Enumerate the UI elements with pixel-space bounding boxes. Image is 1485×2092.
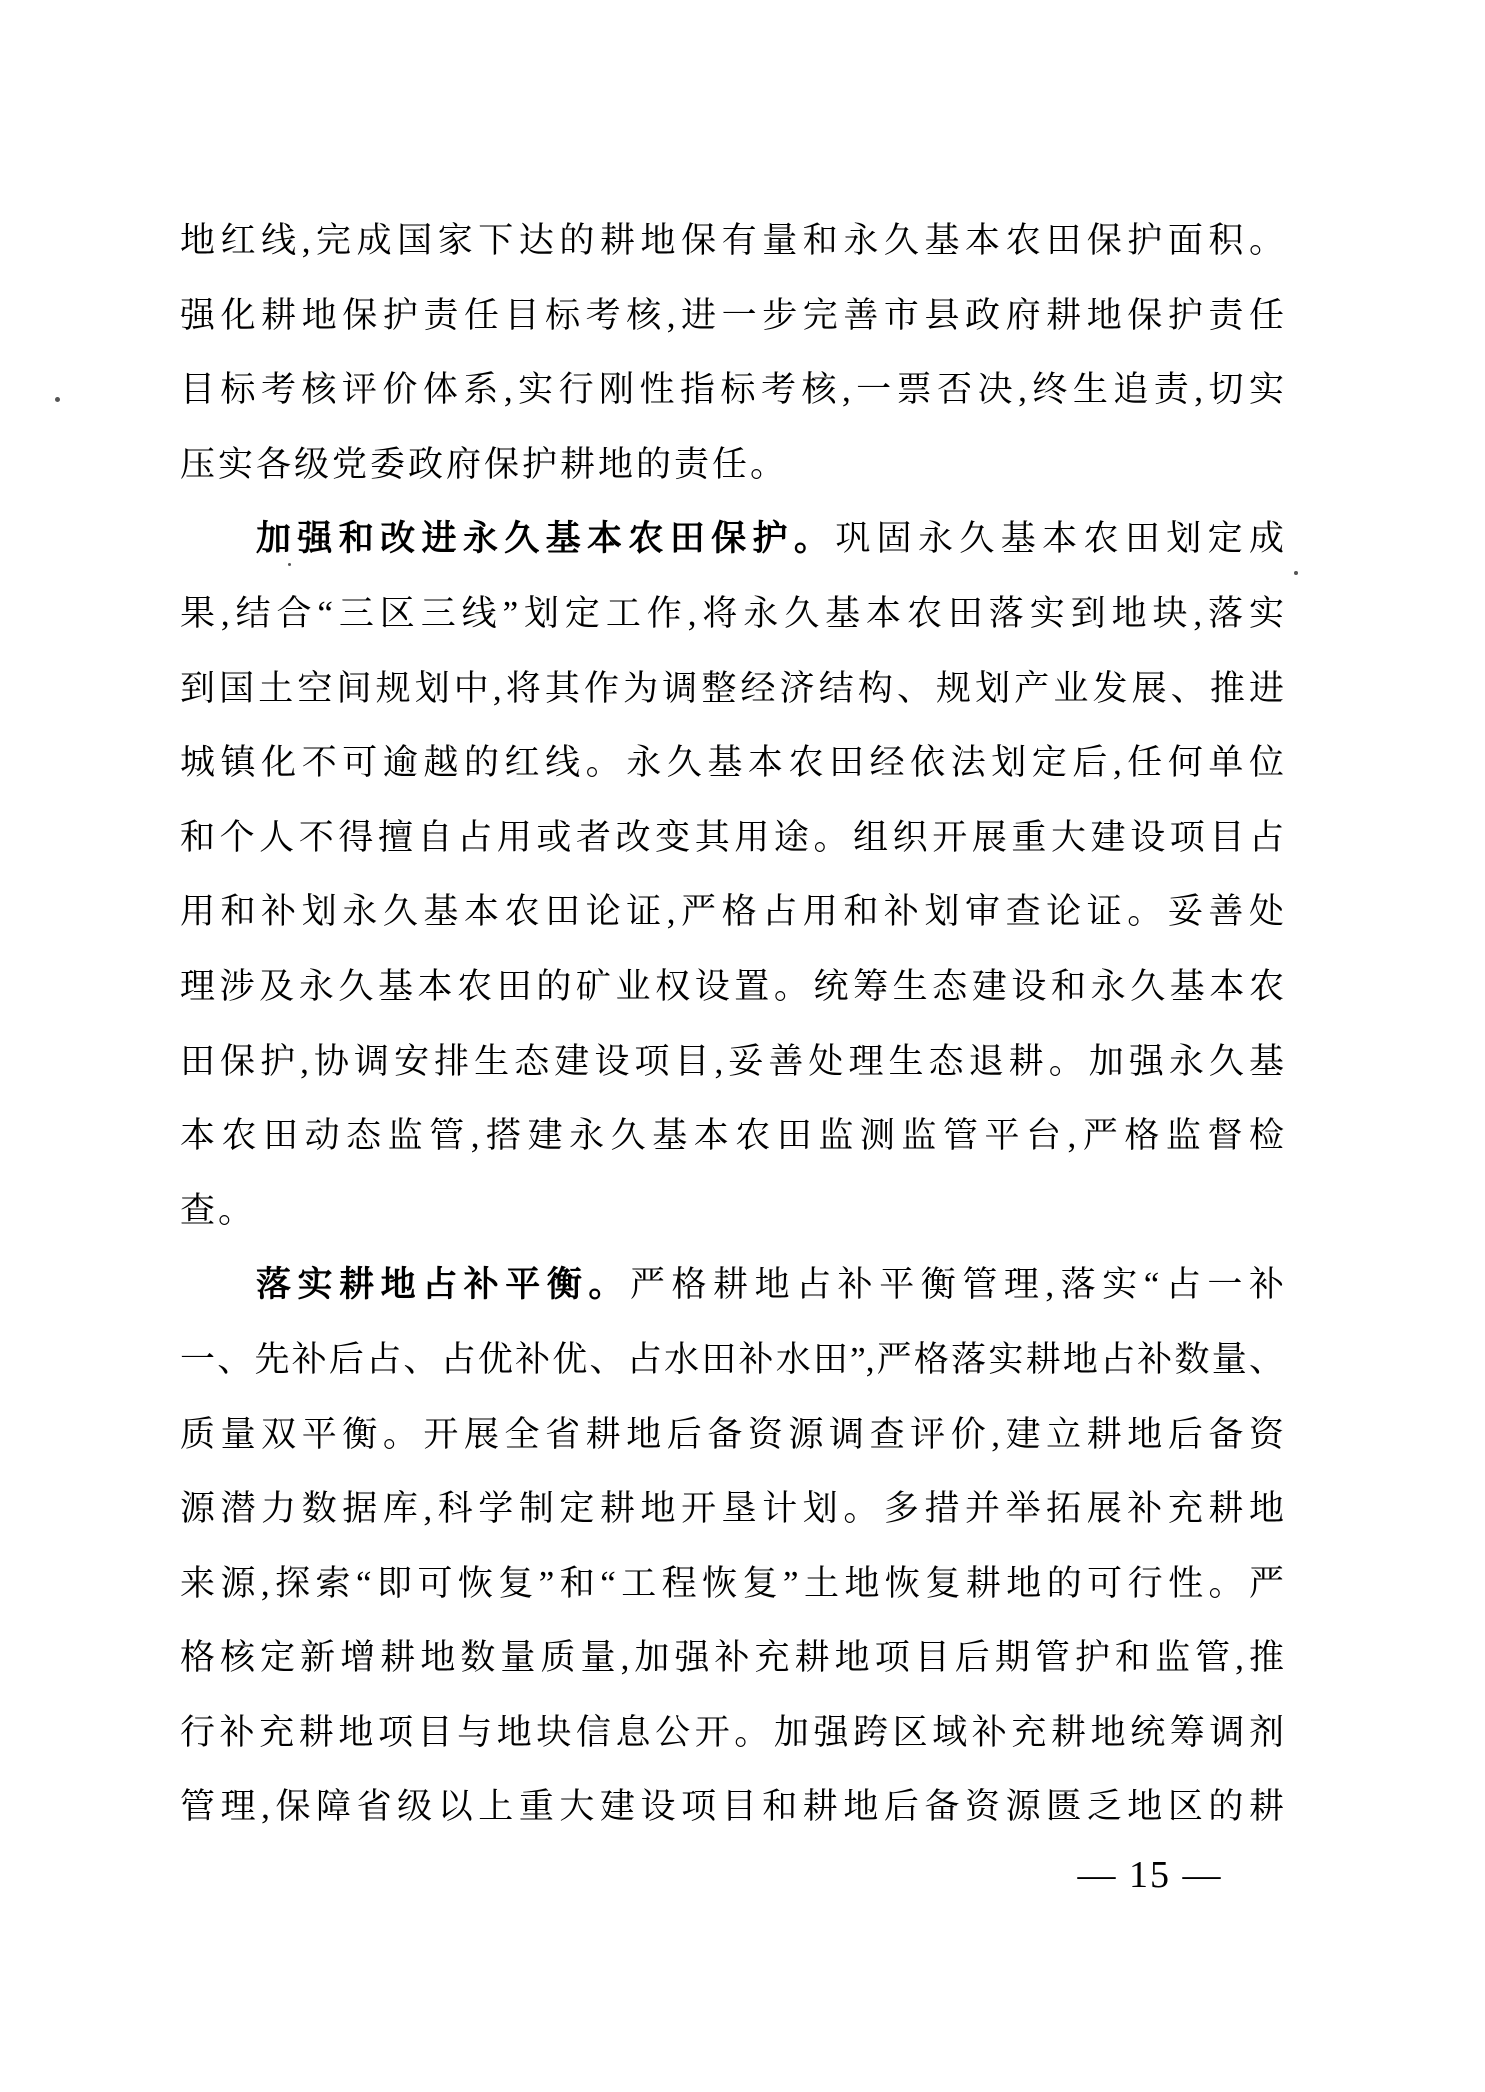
line-text: 一、先补后占、占优补优、占水田补水田”,严格落实耕地占补数量、 (180, 1339, 1284, 1379)
line-text: 压实各级党委政府保护耕地的责任。 (180, 444, 789, 484)
text-line (180, 1398, 1284, 1473)
line-text: 城镇化不可逾越的红线。永久基本农田经依法划定后,任何单位 (180, 743, 1284, 783)
line-text: 田保护,协调安排生态建设项目,妥善处理生态退耕。加强永久基 (180, 1041, 1284, 1081)
line-text: 行补充耕地项目与地块信息公开。加强跨区域补充耕地统筹调剂 (180, 1712, 1284, 1752)
text-line (180, 652, 1284, 727)
text-line (180, 950, 1284, 1025)
text-line (180, 204, 1284, 279)
line-text: 和个人不得擅自占用或者改变其用途。组织开展重大建设项目占 (180, 817, 1284, 857)
line-text: 来源,探索“即可恢复”和“工程恢复”土地恢复耕地的可行性。严 (180, 1563, 1284, 1603)
paragraph-lead-line (180, 1248, 1284, 1323)
line-text: 管理,保障省级以上重大建设项目和耕地后备资源匮乏地区的耕 (180, 1787, 1284, 1827)
text-line (180, 726, 1284, 801)
line-text: 质量双平衡。开展全省耕地后备资源调查评价,建立耕地后备资 (180, 1414, 1284, 1454)
text-line (180, 1323, 1284, 1398)
line-text: 严格耕地占补平衡管理,落实“占一补 (629, 1265, 1284, 1305)
text-line (180, 1621, 1284, 1696)
scan-speck (1294, 571, 1298, 575)
text-line (180, 1472, 1284, 1547)
text-line (180, 875, 1284, 950)
page-number: — 15 — (1077, 1854, 1223, 1896)
line-text: 查。 (180, 1190, 257, 1230)
text-line (180, 1025, 1284, 1100)
text-line (180, 1099, 1284, 1174)
text-line (180, 577, 1284, 652)
text-line (180, 1696, 1284, 1771)
line-text: 目标考核评价体系,实行刚性指标考核,一票否决,终生追责,切实 (180, 370, 1284, 410)
paragraph-lead-line (180, 502, 1284, 577)
paragraph-lead: 加强和改进永久基本农田保护。 (256, 519, 836, 559)
line-text: 理涉及永久基本农田的矿业权设置。统筹生态建设和永久基本农 (180, 966, 1284, 1006)
body-text (180, 204, 1284, 1845)
line-text: 源潜力数据库,科学制定耕地开垦计划。多措并举拓展补充耕地 (180, 1489, 1284, 1529)
line-text: 果,结合“三区三线”划定工作,将永久基本农田落实到地块,落实 (180, 593, 1284, 633)
text-line-paragraph-end (180, 1174, 1284, 1249)
line-text: 地红线,完成国家下达的耕地保有量和永久基本农田保护面积。 (180, 221, 1284, 260)
line-text: 格核定新增耕地数量质量,加强补充耕地项目后期管护和监管,推 (180, 1638, 1284, 1678)
line-text: 用和补划永久基本农田论证,严格占用和补划审查论证。妥善处 (180, 892, 1284, 932)
scan-speck (55, 397, 60, 402)
text-line-paragraph-end (180, 428, 1284, 503)
paragraph-lead: 落实耕地占补平衡。 (256, 1265, 630, 1305)
text-line (180, 1770, 1284, 1845)
text-line (180, 1547, 1284, 1622)
line-text: 巩固永久基本农田划定成 (835, 519, 1284, 559)
line-text: 到国土空间规划中,将其作为调整经济结构、规划产业发展、推进 (180, 668, 1284, 708)
text-line (180, 279, 1284, 354)
text-line (180, 353, 1284, 428)
text-line (180, 801, 1284, 876)
line-text: 强化耕地保护责任目标考核,进一步完善市县政府耕地保护责任 (180, 295, 1284, 335)
line-text: 本农田动态监管,搭建永久基本农田监测监管平台,严格监督检 (180, 1116, 1284, 1156)
